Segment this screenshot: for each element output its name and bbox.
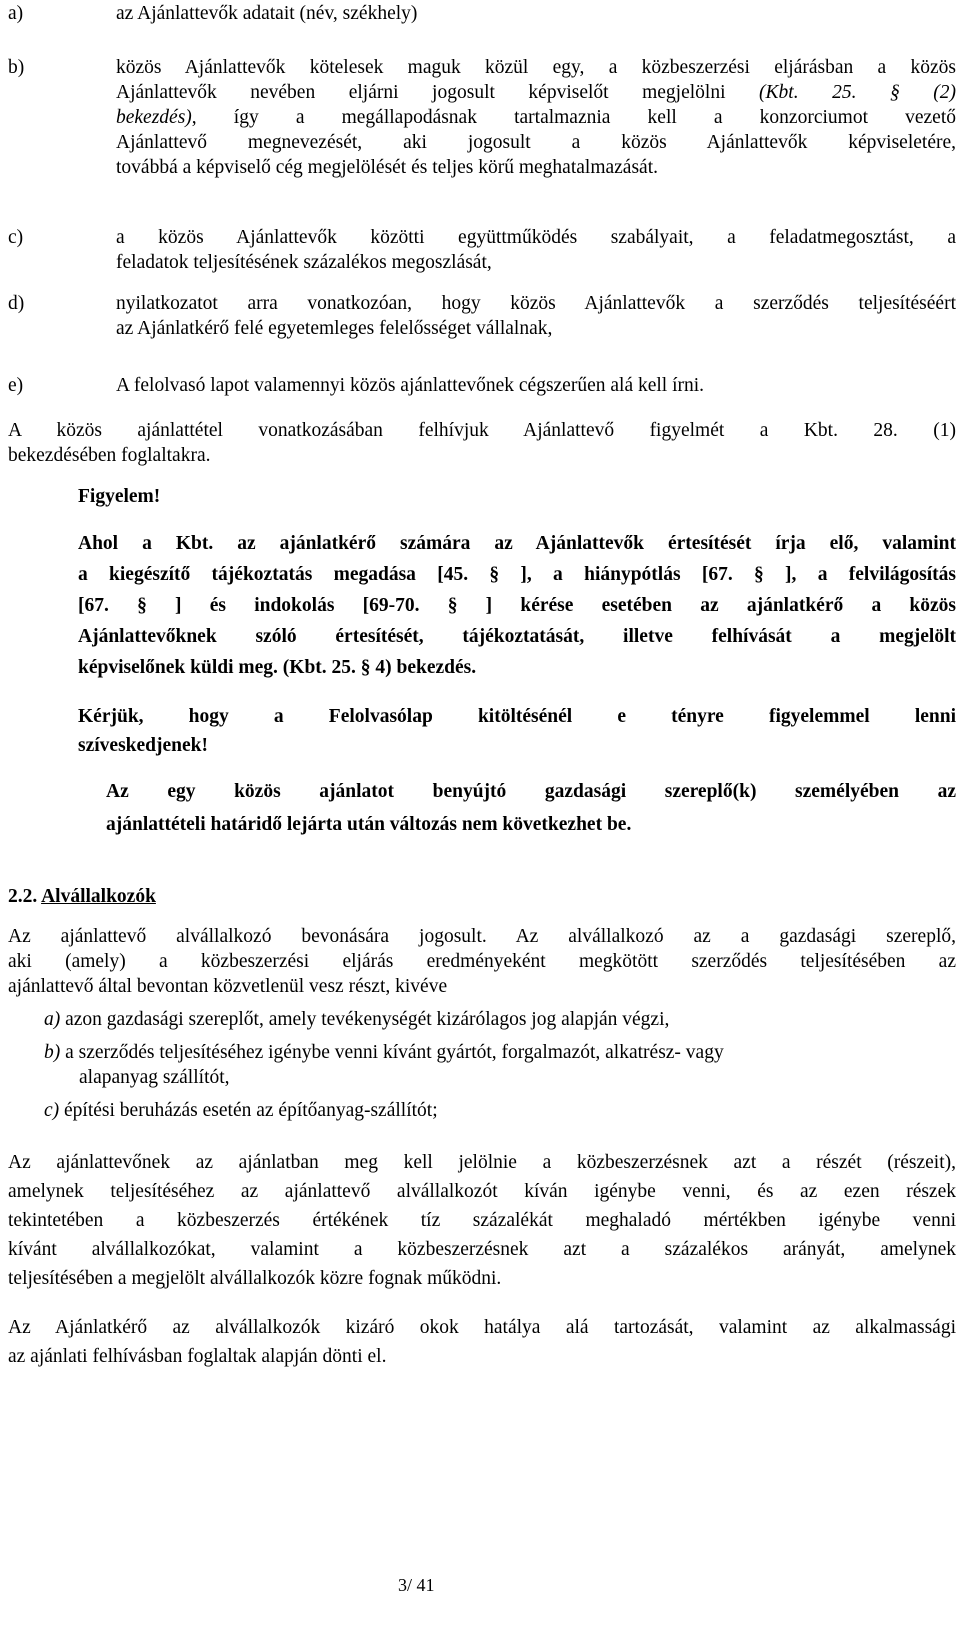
section-title: Alvállalkozók — [41, 886, 156, 907]
item-e-label: e) — [8, 375, 24, 396]
list-item: c) építési beruházás esetén az építőanyag-szállítót; — [44, 1100, 438, 1121]
list-item-continuation: alapanyag szállítót, — [79, 1067, 230, 1088]
warning-title: Figyelem! — [78, 486, 161, 507]
subcontractor-paragraph-1: Az ajánlattevőnek az ajánlatban meg kell jelölnie a közbeszerzésnek azt a részét (részeit), amelynek teljesítéséhez az ajánlattevő alvállalkozót kíván igénybe venni, és az ezen részek tekintetében a közbeszerzés értékének tíz százalékát meghaladó mértékben igénybe venni kívánt alvállalkozókat, valamint a közbeszerzésnek azt a százalékos arányát, amelynek teljesítésében a megjelölt alvállalkozók közre fognak működni. — [8, 1152, 956, 1289]
item-a-label: a) — [8, 3, 24, 24]
item-c-label: c) — [8, 227, 24, 248]
section-intro: Az ajánlattevő alvállalkozó bevonására jogosult. Az alvállalkozó az a gazdasági szereplő, aki (amely) a közbeszerzési eljárás eredményeként megkötött szerződés teljesítésében az ajánlattevő által bevontan közvetlenül vesz részt, kivéve — [8, 926, 956, 997]
section-heading — [8, 884, 956, 909]
subcontractor-paragraph-2: Az Ajánlatkérő az alvállalkozók kizáró okok hatálya alá tartozását, valamint az alkalmassági az ajánlati felhívásban foglaltak alapján dönti el. — [8, 1317, 956, 1367]
joint-bid-note: A közös ajánlattétel vonatkozásában felhívjuk Ajánlattevő figyelmét a Kbt. 28. (1) bekezdésében foglaltakra. — [8, 420, 956, 466]
list-item: b) a szerződés teljesítéséhez igénybe venni kívánt gyártót, forgalmazót, alkatrész- vagy — [44, 1042, 724, 1063]
item-e-text: A felolvasó lapot valamennyi közös ajánlattevőnek cégszerűen alá kell írni. — [116, 375, 705, 396]
item-a-text: az Ajánlattevők adatait (név, székhely) — [116, 3, 418, 24]
document-page — [8, 0, 956, 1630]
warning-paragraph-1: Ahol a Kbt. az ajánlatkérő számára az Ajánlattevők értesítését írja elő, valamint a kiegészítő tájékoztatás megadása [45. § ], a hiánypótlás [67. § ], a felvilágosítás [67. § ] és indokolás [69-70. § ] kérése esetében az ajánlatkérő a közös Ajánlattevőknek szóló értesítését, tájékoztatását, illetve felhívását a megjelölt képviselőnek küldi meg. (Kbt. 25. § 4) bekezdés. — [78, 533, 956, 678]
warning-paragraph-2: Kérjük, hogy a Felolvasólap kitöltésénél e tényre figyelemmel lenni szíveskedjenek! — [78, 706, 956, 756]
item-b-label: b) — [8, 57, 25, 78]
item-d-text: nyilatkozatot arra vonatkozóan, hogy közös Ajánlattevők a szerződés teljesítéséért az Ajánlatkérő felé egyetemleges felelősséget vállalnak, — [116, 293, 956, 339]
section-number: 2.2. — [8, 886, 42, 907]
page-number: 3/ 41 — [398, 1575, 435, 1595]
item-d-label: d) — [8, 293, 25, 314]
item-c-text: a közös Ajánlattevők közötti együttműködés szabályait, a feladatmegosztást, a feladatok teljesítésének százalékos megoszlását, — [116, 227, 956, 273]
exception-list — [44, 1007, 956, 1123]
warning-paragraph-3: Az egy közös ajánlatot benyújtó gazdasági szereplő(k) személyében az ajánlattételi határidő lejárta után változás nem következhet be. — [106, 781, 956, 835]
list-item: a) azon gazdasági szereplőt, amely tevékenységét kizárólagos jog alapján végzi, — [44, 1009, 670, 1030]
item-b-text: közös Ajánlattevők kötelesek maguk közül egy, a közbeszerzési eljárásban a közös Ajánlattevők nevében eljárni jogosult képviselőt megjelölni (Kbt. 25. § (2) bekezdés), így a megállapodásnak tartalmaznia kell a konzorciumot vezető Ajánlattevő megnevezését, aki jogosult a közös Ajánlattevők képviseletére, továbbá a képviselő cég megjelölését és teljes körű meghatalmazását. — [116, 57, 957, 178]
